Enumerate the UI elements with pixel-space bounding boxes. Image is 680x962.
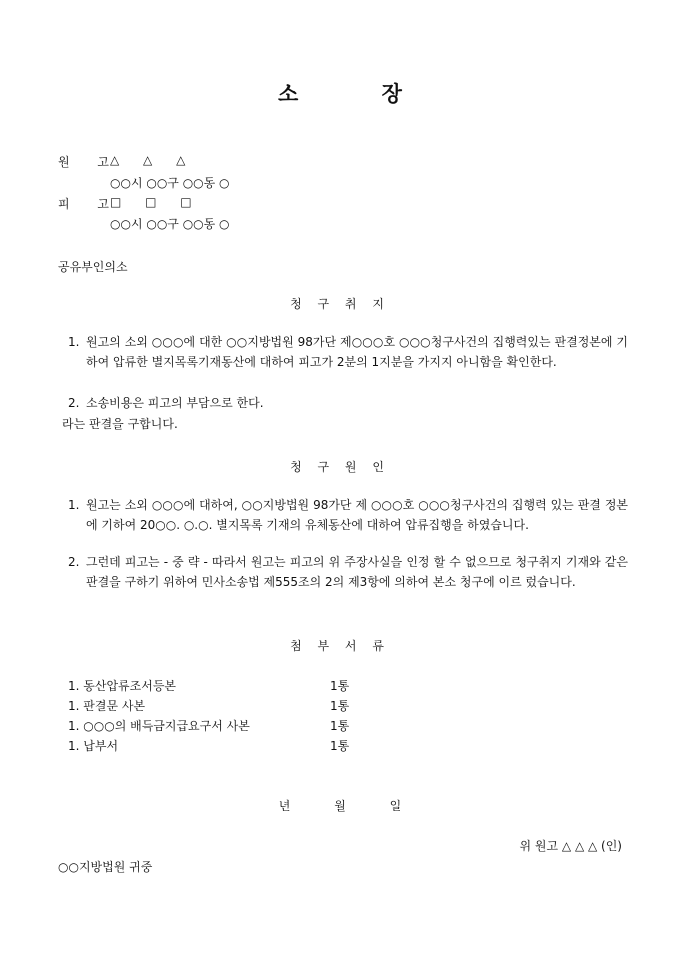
item-text: 원고는 소외 ○○○에 대하여, ○○지방법원 98가단 제 ○○○호 ○○○청구사건의 집행력 있는 판결 정본에 기하여 20○○. ○.○. 별지목록 기재의 유체동산에 대하여 압류집행을 하였습니다.	[86, 498, 628, 532]
item-text: 그런데 피고는 - 중 략 - 따라서 원고는 피고의 위 주장사실을 인정 할 수 없으므로 청구취지 기재와 같은 판결을 구하기 위하여 민사소송법 제555조의 2의 제3항에 의하여 본소 청구에 이르 렀습니다.	[86, 555, 628, 589]
plaintiff-name: △ △ △	[110, 153, 196, 167]
defendant-name: □ □ □	[110, 195, 202, 209]
item-number: 1.	[68, 679, 80, 693]
item-number: 1.	[68, 739, 80, 753]
attachment-name: 판결문 사본	[83, 699, 146, 713]
attachment-item	[68, 737, 118, 754]
attachment-qty: 1통	[330, 719, 350, 733]
claim-cause-heading: 청 구 원 인	[290, 460, 390, 474]
attachment-name: 납부서	[83, 739, 119, 753]
item-number: 1.	[68, 498, 80, 512]
item-text: 원고의 소외 ○○○에 대한 ○○지방법원 98가단 제○○○호 ○○○청구사건의 집행력있는 판결정본에 기하여 압류한 별지목록기재동산에 대하여 피고가 2분의 1지분을 가지지 아니함을 확인한다.	[86, 335, 628, 369]
plaintiff-label: 원 고	[58, 155, 121, 169]
defendant-address: ○○시 ○○구 ○○동 ○	[110, 217, 230, 231]
claim-cause-item	[68, 552, 628, 592]
attachment-qty: 1통	[330, 739, 350, 753]
signature-line: 위 원고 △ △ △ (인)	[519, 839, 622, 853]
defendant-label: 피 고	[58, 197, 121, 211]
attachment-qty: 1통	[330, 679, 350, 693]
claim-purpose-item	[68, 393, 628, 413]
claim-purpose-heading: 청 구 취 지	[290, 297, 390, 311]
attachment-item	[68, 717, 250, 734]
document-title: 소 장	[278, 81, 440, 106]
court-addressee: ○○지방법원 귀중	[58, 860, 153, 874]
attachment-item	[68, 677, 176, 694]
date-line: 년 월 일	[278, 799, 402, 813]
attachment-qty: 1통	[330, 699, 350, 713]
case-type: 공유부인의소	[58, 260, 128, 274]
attachment-name: ○○○의 배득금지급요구서 사본	[83, 719, 250, 733]
item-number: 2.	[68, 396, 80, 410]
item-number: 1.	[68, 699, 80, 713]
claim-purpose-closing: 라는 판결을 구합니다.	[62, 417, 178, 431]
plaintiff-address: ○○시 ○○구 ○○동 ○	[110, 176, 230, 190]
item-text: 소송비용은 피고의 부담으로 한다.	[86, 396, 264, 410]
attachment-name: 동산압류조서등본	[83, 679, 177, 693]
item-number: 1.	[68, 719, 80, 733]
item-number: 1.	[68, 335, 80, 349]
item-number: 2.	[68, 555, 80, 569]
attachments-heading: 첨 부 서 류	[290, 639, 390, 653]
attachment-item	[68, 697, 145, 714]
claim-cause-item	[68, 495, 628, 535]
claim-purpose-item	[68, 332, 628, 372]
